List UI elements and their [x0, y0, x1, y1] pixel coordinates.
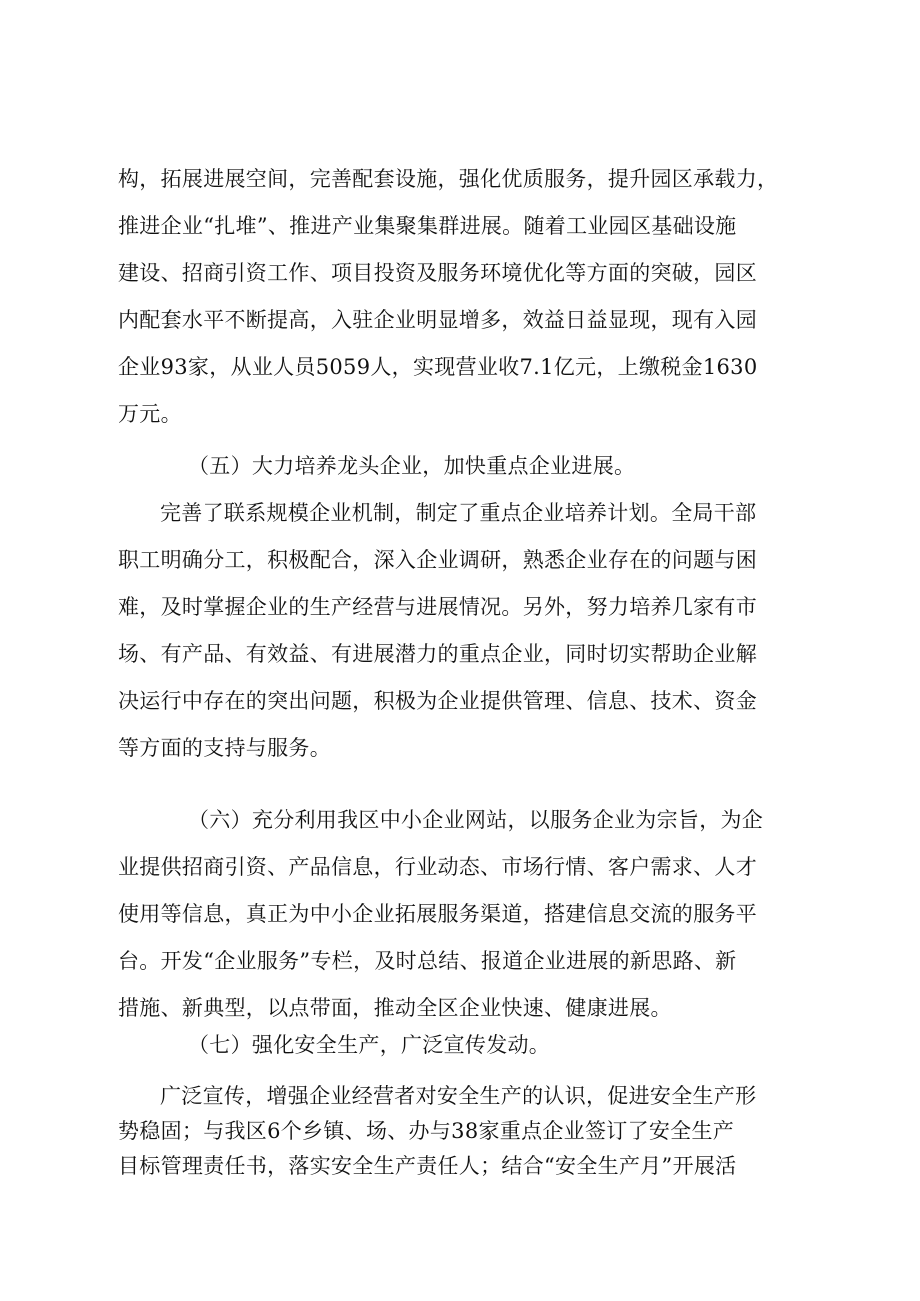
paragraph-1-line-1: 构，拓展进展空间，完善配套设施，强化优质服务，提升园区承载力，	[118, 167, 779, 191]
paragraph-3-line-5: 措施、新典型，以点带面，推动全区企业快速、健康进展。	[118, 996, 672, 1020]
paragraph-2-line-5: 决运行中存在的突出问题，积极为企业提供管理、信息、技术、资金	[118, 689, 757, 713]
section-heading-7: （七）强化安全生产，广泛宣传发动。	[188, 1033, 551, 1057]
section-heading-5: （五）大力培养龙头企业，加快重点企业进展。	[188, 454, 636, 478]
paragraph-4-line-2: 势稳固；与我区6个乡镇、场、办与38家重点企业签订了安全生产	[118, 1119, 735, 1143]
paragraph-2-line-3: 难，及时掌握企业的生产经营与进展情况。另外，努力培养几家有市	[118, 595, 757, 619]
paragraph-3-line-1: （六）充分利用我区中小企业网站，以服务企业为宗旨，为企	[188, 808, 764, 832]
paragraph-3-line-3: 使用等信息，真正为中小企业拓展服务渠道，搭建信息交流的服务平	[118, 902, 757, 926]
paragraph-2-line-2: 职工明确分工，积极配合，深入企业调研，熟悉企业存在的问题与困	[118, 548, 757, 572]
paragraph-1-line-3: 建设、招商引资工作、项目投资及服务环境优化等方面的突破，园区	[118, 261, 757, 285]
paragraph-3-line-4: 台。开发“企业服务”专栏，及时总结、报道企业进展的新思路、新	[118, 949, 737, 973]
paragraph-2-line-6: 等方面的支持与服务。	[118, 736, 331, 760]
paragraph-1-line-5: 企业93家，从业人员5059人，实现营业收7.1亿元，上缴税金1630	[118, 355, 758, 379]
paragraph-3-line-2: 业提供招商引资、产品信息，行业动态、市场行情、客户需求、人才	[118, 855, 757, 879]
paragraph-1-line-6: 万元。	[118, 402, 182, 426]
paragraph-2-line-1: 完善了联系规模企业机制，制定了重点企业培养计划。全局干部	[160, 501, 757, 525]
paragraph-1-line-4: 内配套水平不断提高，入驻企业明显增多，效益日益显现，现有入园	[118, 308, 757, 332]
paragraph-1-line-2: 推进企业“扎堆”、推进产业集聚集群进展。随着工业园区基础设施	[118, 214, 737, 238]
paragraph-2-line-4: 场、有产品、有效益、有进展潜力的重点企业，同时切实帮助企业解	[118, 642, 757, 666]
paragraph-4-line-1: 广泛宣传，增强企业经营者对安全生产的认识，促进安全生产形	[160, 1084, 757, 1108]
paragraph-4-line-3: 目标管理责任书，落实安全生产责任人；结合“安全生产月”开展活	[118, 1154, 737, 1178]
